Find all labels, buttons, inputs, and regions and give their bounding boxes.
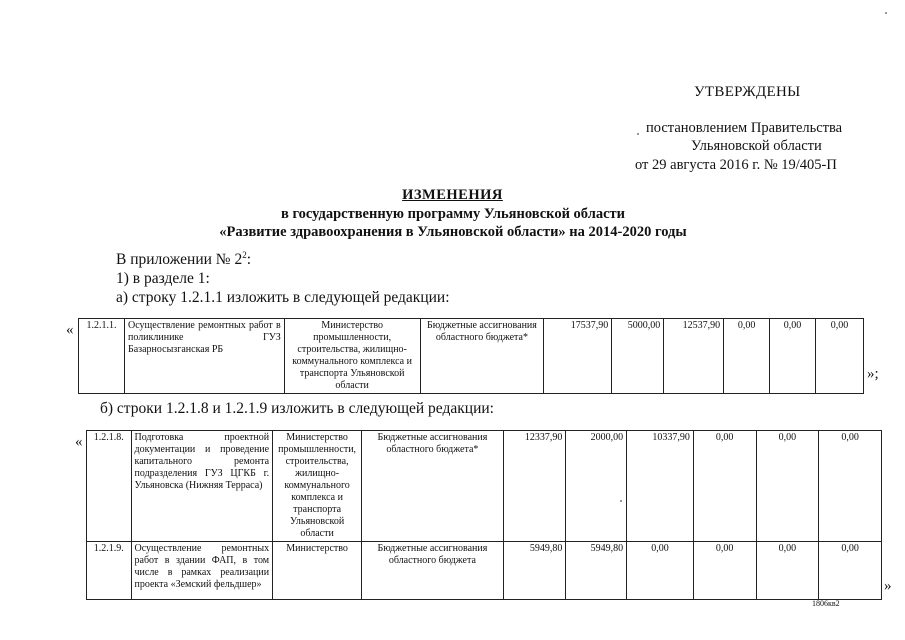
row-value: 0,00 [693, 431, 756, 542]
row-name: Подготовка проектной документации и проведение капитального ремонта подразделения ГУЗ ЦГКБ г. Ульяновска (Нижняя Терраса) [131, 431, 273, 542]
document-subtitle-2: «Развитие здравоохранения в Ульяновской области» на 2014-2020 годы [219, 224, 687, 240]
intro-superscript: 2 [242, 250, 247, 260]
footnote-code: 1806кв2 [812, 599, 840, 608]
item-1: 1) в разделе 1: [116, 270, 210, 287]
scan-speck [637, 133, 639, 135]
row-value: 0,00 [756, 542, 819, 600]
close-quote: »; [867, 366, 879, 382]
open-quote: « [75, 434, 83, 450]
table-row [87, 431, 882, 542]
table-1 [78, 318, 864, 394]
row-code: 1.2.1.1. [79, 319, 125, 394]
row-value-total: 5949,80 [503, 542, 566, 600]
intro-paragraph [116, 250, 251, 269]
row-value: 12537,90 [664, 319, 724, 394]
scan-speck [885, 12, 887, 14]
approved-label: УТВЕРЖДЕНЫ [694, 84, 801, 100]
row-executor: Министерство [273, 542, 362, 600]
row-value: 2000,00 [566, 431, 627, 542]
row-name: Осуществление ремонтных работ в поликлинике ГУЗ Базарносызганская РБ [124, 319, 284, 394]
row-value: 0,00 [816, 319, 864, 394]
document-title: ИЗМЕНЕНИЯ [402, 187, 503, 203]
item-b: б) строки 1.2.1.8 и 1.2.1.9 изложить в следующей редакции: [100, 400, 494, 417]
row-code: 1.2.1.9. [87, 542, 132, 600]
decree-line-3: от 29 августа 2016 г. № 19/405-П [635, 157, 837, 173]
row-name: Осуществление ремонтных работ в здании ФАП, в том числе в рамках реализации проекта «Земский фельдшер» [131, 542, 273, 600]
row-executor: Министерство промышленности, строительства, жилищно-коммунального комплекса и транспорта Ульяновской области [273, 431, 362, 542]
row-source: Бюджетные ассигнования областного бюджета* [362, 431, 504, 542]
row-value: 0,00 [693, 542, 756, 600]
row-value: 0,00 [724, 319, 770, 394]
row-value: 0,00 [819, 431, 882, 542]
row-value: 5949,80 [566, 542, 627, 600]
row-value: 10337,90 [627, 431, 694, 542]
row-value-total: 17537,90 [544, 319, 612, 394]
row-source: Бюджетные ассигнования областного бюджета* [420, 319, 544, 394]
row-value: 0,00 [770, 319, 816, 394]
row-executor: Министерство промышленности, строительства, жилищно-коммунального комплекса и транспорта Ульяновской области [284, 319, 420, 394]
row-code: 1.2.1.8. [87, 431, 132, 542]
row-value-total: 12337,90 [503, 431, 566, 542]
row-source: Бюджетные ассигнования областного бюджета [362, 542, 504, 600]
table-row [79, 319, 864, 394]
row-value: 0,00 [819, 542, 882, 600]
row-value: 0,00 [627, 542, 694, 600]
table-row [87, 542, 882, 600]
table-2 [86, 430, 882, 600]
row-value: 5000,00 [612, 319, 664, 394]
decree-line-2: Ульяновской области [691, 138, 822, 154]
intro-colon: : [246, 251, 252, 269]
intro-text: В приложении № 2 [116, 251, 243, 269]
item-a: а) строку 1.2.1.1 изложить в следующей редакции: [116, 289, 450, 306]
open-quote: « [66, 322, 74, 338]
close-quote: » [884, 578, 892, 594]
decree-line-1: постановлением Правительства [646, 120, 843, 136]
row-value: 0,00 [756, 431, 819, 542]
document-subtitle-1: в государственную программу Ульяновской области [280, 206, 625, 222]
